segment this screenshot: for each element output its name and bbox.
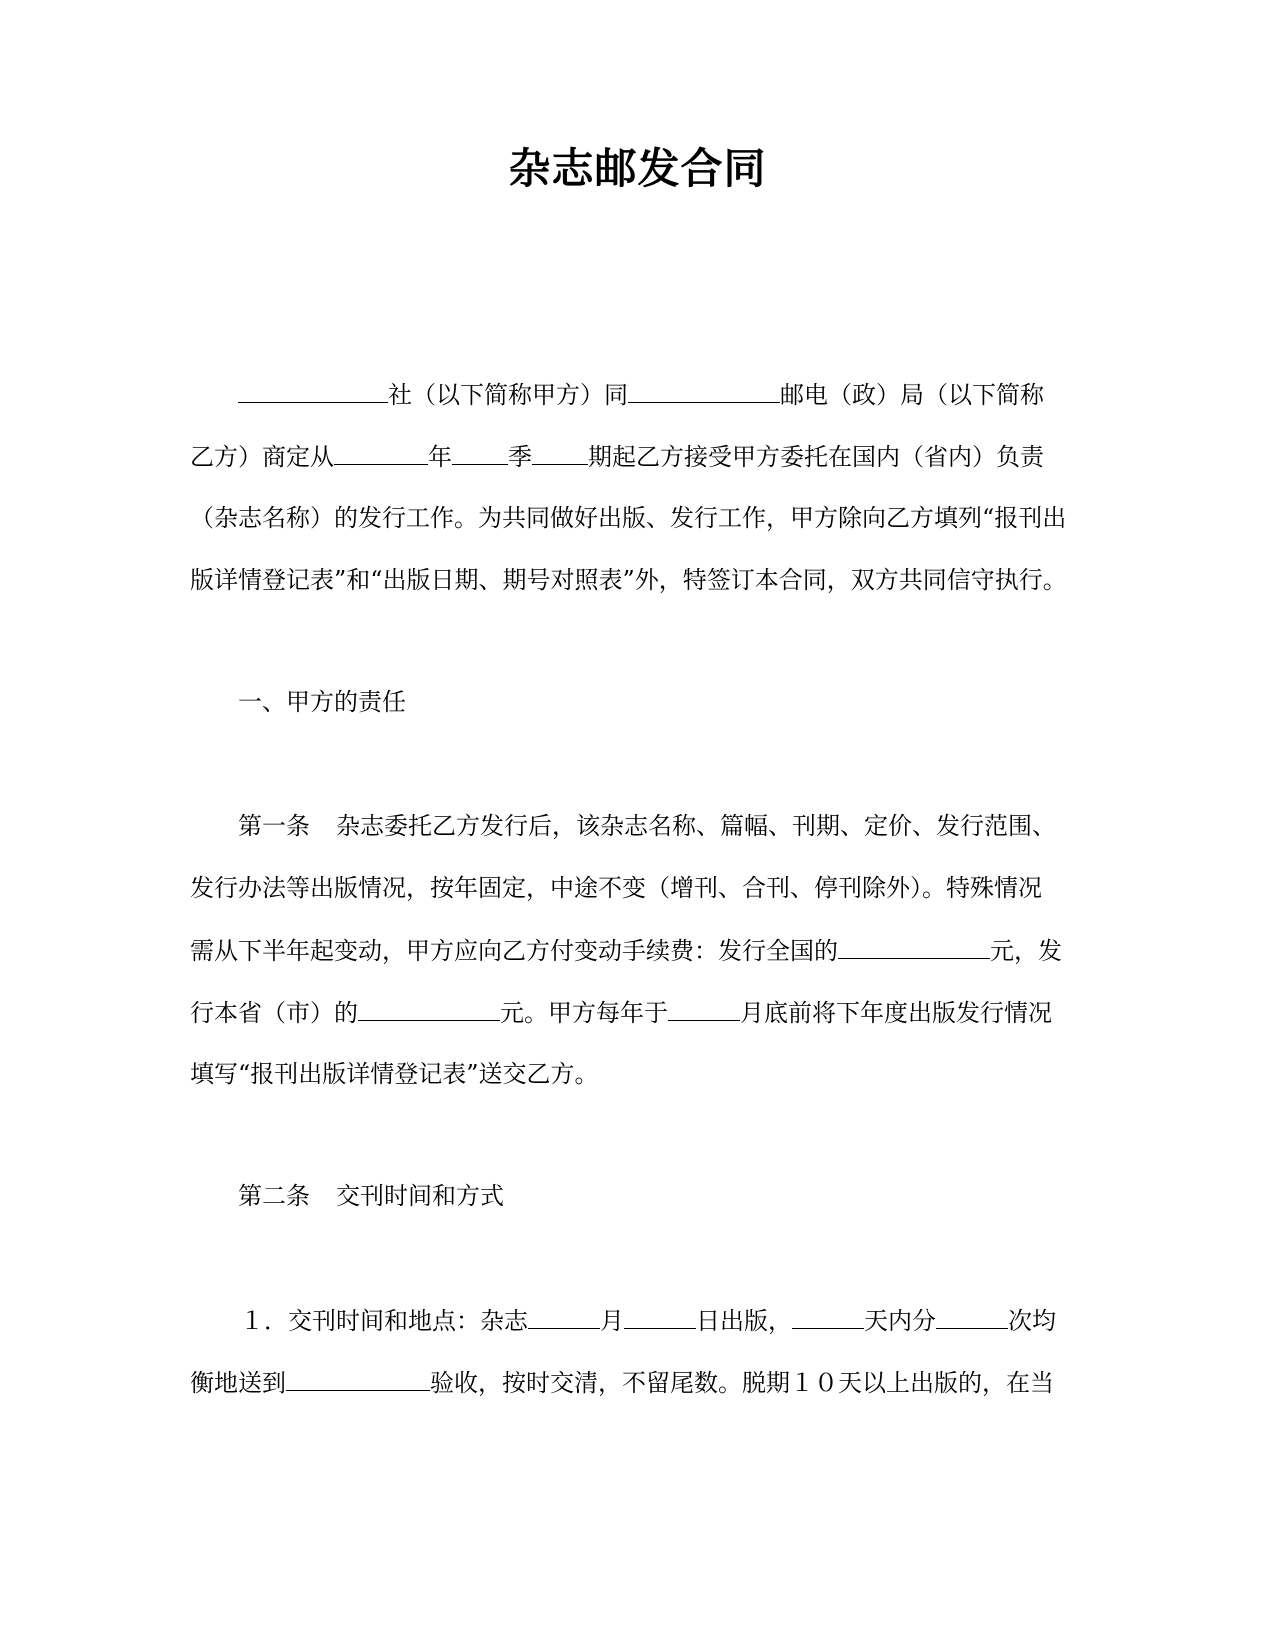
text-span: 天以上出版的，在当 xyxy=(838,1369,1054,1397)
paragraph-line xyxy=(190,938,1062,963)
blank-field[interactable] xyxy=(624,1308,696,1329)
blank-field[interactable] xyxy=(532,444,588,465)
article-title: 交刊时间和方式 xyxy=(336,1182,504,1210)
text-span: 月 xyxy=(600,1307,624,1335)
item-number: １． xyxy=(240,1307,288,1335)
blank-field[interactable] xyxy=(358,1000,500,1021)
blank-field[interactable] xyxy=(936,1308,1008,1329)
text-span: 社（以下简称甲方）同 xyxy=(388,381,628,409)
paragraph-line xyxy=(190,444,1044,469)
text-span: 乙方）商定从 xyxy=(190,443,334,471)
paragraph-line xyxy=(240,1308,1056,1333)
text-span: 交刊时间和地点：杂志 xyxy=(288,1307,528,1335)
text-span: 元，发 xyxy=(990,937,1062,965)
text-span: 验收，按时交清，不留尾数。脱期 xyxy=(430,1369,790,1397)
document-title: 杂志邮发合同 xyxy=(508,144,767,193)
blank-field[interactable] xyxy=(628,382,780,403)
text-span: 杂志委托乙方发行后，该杂志名称、篇幅、刊期、定价、发行范围、 xyxy=(336,812,1056,840)
text-span: 次均 xyxy=(1008,1307,1056,1335)
blank-field[interactable] xyxy=(286,1370,430,1391)
blank-field[interactable] xyxy=(334,444,428,465)
text-span: 日出版， xyxy=(696,1307,792,1335)
article-label: 第二条 xyxy=(238,1182,310,1210)
article-label: 第一条 xyxy=(238,812,310,840)
text-span: 需从下半年起变动，甲方应向乙方付变动手续费：发行全国的 xyxy=(190,937,838,965)
section-heading: 一、甲方的责任 xyxy=(238,688,406,716)
blank-field[interactable] xyxy=(838,938,990,959)
text-span: 行本省（市）的 xyxy=(190,999,358,1027)
text-span: 天内分 xyxy=(864,1307,936,1335)
blank-field[interactable] xyxy=(792,1308,864,1329)
text-span: 期起乙方接受甲方委托在国内（省内）负责 xyxy=(588,443,1044,471)
blank-field[interactable] xyxy=(528,1308,600,1329)
paragraph-line: （杂志名称）的发行工作。为共同做好出版、发行工作，甲方除向乙方填列“报刊出 xyxy=(190,504,1067,532)
paragraph-line xyxy=(238,814,1056,838)
paragraph-line xyxy=(238,382,1044,407)
text-span: 衡地送到 xyxy=(190,1369,286,1397)
text-span: １０ xyxy=(790,1369,838,1397)
text-span: 月底前将下年度出版发行情况 xyxy=(740,999,1052,1027)
paragraph-line xyxy=(190,1000,1052,1025)
blank-field[interactable] xyxy=(452,444,508,465)
blank-field[interactable] xyxy=(668,1000,740,1021)
blank-field[interactable] xyxy=(238,382,388,403)
paragraph-line: 发行办法等出版情况，按年固定，中途不变（增刊、合刊、停刊除外）。特殊情况 xyxy=(190,874,1042,902)
text-span: 元。甲方每年于 xyxy=(500,999,668,1027)
paragraph-line xyxy=(190,1370,1054,1395)
paragraph-line: 填写“报刊出版详情登记表”送交乙方。 xyxy=(190,1060,599,1088)
paragraph-line: 版详情登记表”和“出版日期、期号对照表”外，特签订本合同，双方共同信守执行。 xyxy=(190,566,1067,594)
paragraph-line xyxy=(238,1184,504,1208)
text-span: 季 xyxy=(508,443,532,471)
text-span: 邮电（政）局（以下简称 xyxy=(780,381,1044,409)
text-span: 年 xyxy=(428,443,452,471)
